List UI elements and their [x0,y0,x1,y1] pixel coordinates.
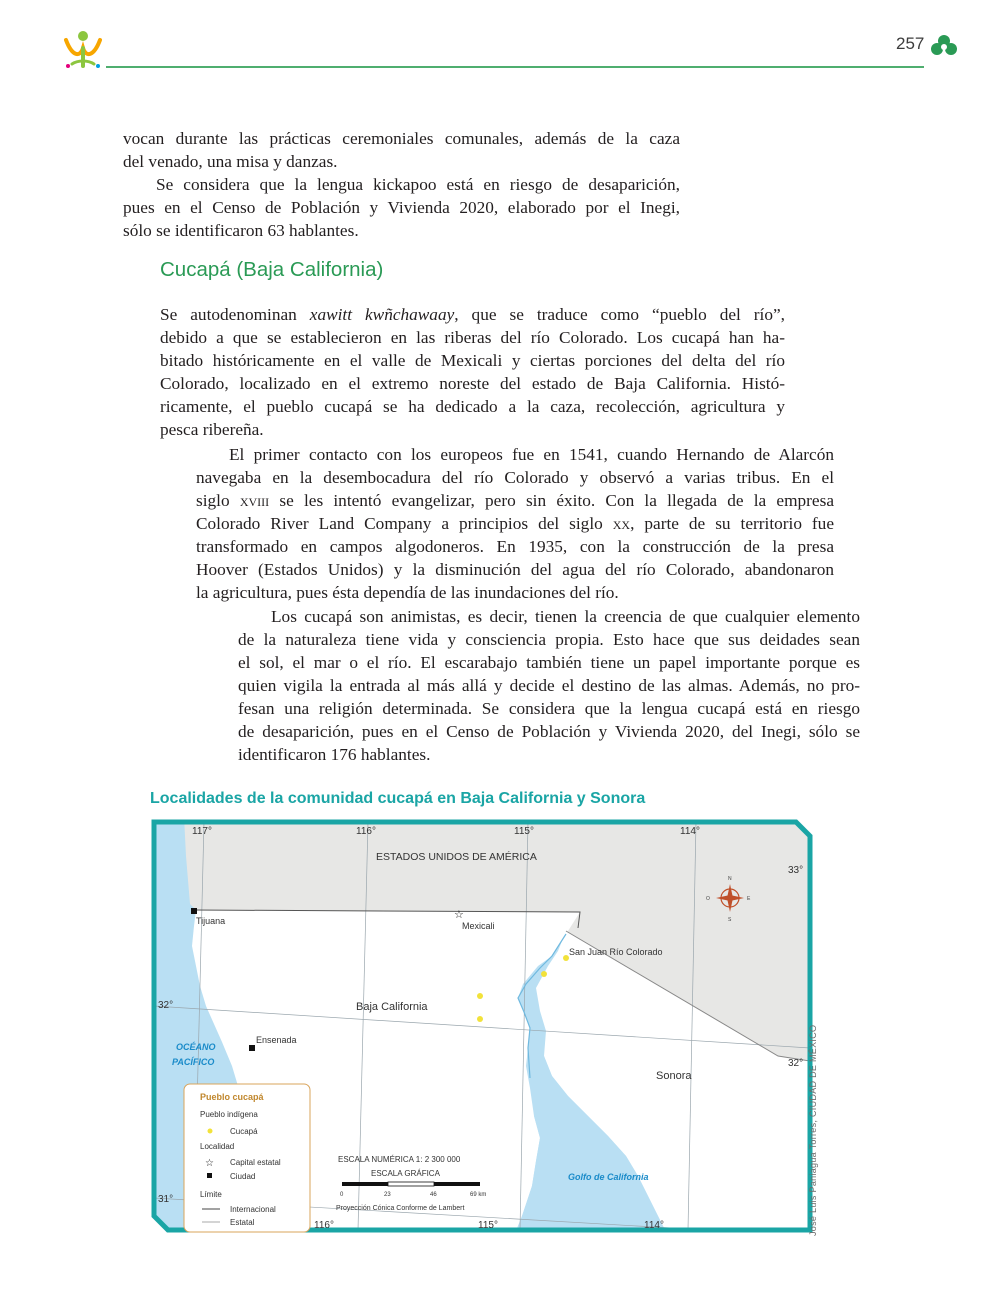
page-number: 257 [896,34,925,53]
legend-item: Capital estatal [230,1158,281,1167]
region-label-baja: Baja California [356,1001,428,1013]
cucapa-location [563,955,569,961]
legend-group: Localidad [200,1142,235,1151]
text-line: Colorado, localizado en el extremo noreste del estado de Baja California. Histó- [160,374,785,393]
text-line: el sol, el mar o el río. El escarabajo también tiene un papel importante porque es [238,653,860,672]
svg-text:N: N [728,876,732,882]
place-label-tijuana: Tijuana [196,916,226,926]
text-line: Se considera que la lengua kickapoo está en riesgo de desaparición, [156,175,680,194]
text-line: de desaparición, pues en el Censo de Población y Vivienda 2020, del Inegi, sólo se [238,722,860,741]
ocean-label: OCÉANO [176,1042,216,1052]
legend-item: Internacional [230,1205,276,1214]
text-line: identificaron 176 hablantes. [238,745,431,764]
text-line: Colorado River Land Company a principios del siglo xx, parte de su territorio fue [196,514,834,533]
text-line: del venado, una misa y danzas. [123,152,338,171]
text-line: fesan una religión determinada. Se considera que la lengua cucapá está en riesgo [238,699,860,718]
text-line: bitado históricamente en el valle de Mexicali y ciertas porciones del delta del río [160,351,785,370]
text-line: Hoover (Estados Unidos) y la disminución del agua del río Colorado, abandonaron [196,560,834,579]
svg-text:0: 0 [340,1192,344,1198]
star-icon: ☆ [454,909,464,921]
legend-item: Cucapá [230,1127,258,1136]
longitude-label: 115° [514,826,534,837]
text-line: de la naturaleza tiene vida y consciencia propia. Esto hace que sus deidades sean [238,630,860,649]
text-line: pues en el Censo de Población y Vivienda 2020, elaborado por el Inegi, [123,198,680,217]
longitude-label: 114° [644,1220,664,1231]
latitude-label: 32° [788,1058,804,1069]
paragraph-cucapa-history [196,443,834,604]
cucapa-location [477,993,483,999]
text-line: vocan durante las prácticas ceremoniales comunales, además de la caza [123,129,680,148]
longitude-label: 116° [356,826,376,837]
scale-graphic: ESCALA GRÁFICA [371,1169,440,1178]
indigenous-name: xawitt kwñchawaay [309,305,455,324]
svg-text:E: E [747,896,751,902]
longitude-label: 117° [192,826,212,837]
text-line: pesca ribereña. [160,420,264,439]
text-line: Se autodenominan xawitt kwñchawaay, que se traduce como “pueblo del río”, [160,305,785,324]
text-line: navegaba en la desembocadura del río Colorado y observó a varias tribus. En el [196,468,834,487]
text-line: la agricultura, pues ésta dependía de las inundaciones del río. [196,583,619,602]
text-line: Los cucapá son animistas, es decir, tienen la creencia de que cualquier elemento [271,607,860,626]
cucapa-map [148,816,816,1236]
header-rule [106,66,924,68]
text-line: El primer contacto con los europeos fue en 1541, cuando Hernando de Alarcón [229,445,834,464]
paragraph-kickapoo-language [123,173,680,242]
longitude-label: 115° [478,1220,498,1231]
paragraph-cucapa-beliefs [238,605,860,766]
star-icon: ☆ [205,1158,214,1169]
place-label-ensenada: Ensenada [256,1035,297,1045]
section-title: Cucapá (Baja California) [160,258,384,281]
text-line: sólo se identificaron 63 hablantes. [123,221,359,240]
city-marker [191,908,197,914]
legend-item: Ciudad [230,1172,256,1181]
longitude-label: 114° [680,826,700,837]
city-marker [249,1045,255,1051]
map-legend [184,1084,310,1232]
latitude-label: 31° [158,1194,174,1205]
cucapa-location [477,1016,483,1022]
scale-numeric: ESCALA NUMÉRICA 1: 2 300 000 [338,1155,461,1164]
legend-title: Pueblo cucapá [200,1092,264,1102]
latitude-label: 33° [788,865,804,876]
svg-text:S: S [728,917,732,923]
longitude-label: 116° [314,1220,334,1231]
clover-icon [930,34,958,60]
book-logo-icon [58,26,108,74]
paragraph-cucapa-intro [160,303,785,441]
svg-text:69 km: 69 km [470,1192,487,1198]
legend-item: Estatal [230,1218,255,1227]
map-title: Localidades de la comunidad cucapá en Baja California y Sonora [150,790,646,807]
svg-text:46: 46 [430,1192,437,1198]
region-label-sonora: Sonora [656,1070,692,1082]
cucapa-location [541,971,547,977]
place-label-san-juan: San Juan Río Colorado [569,947,663,957]
map-credit: José Luis Paniagua Torres, CIUDAD DE MÉXICO [808,1024,818,1236]
text-line: debido a que se establecieron en las riberas del río Colorado. Los cucapá han ha- [160,328,785,347]
text-line: ricamente, el pueblo cucapá se ha dedicado a la caza, recolección, agricultura y [160,397,785,416]
legend-group: Pueblo indígena [200,1110,258,1119]
latitude-label: 32° [158,1000,174,1011]
gulf-label: Golfo de California [568,1172,649,1182]
paragraph-kickapoo-ceremonies [123,127,680,173]
svg-text:O: O [706,896,710,902]
country-label: ESTADOS UNIDOS DE AMÉRICA [376,851,537,863]
legend-group: Límite [200,1190,222,1199]
text-line: quien vigila la entrada al más allá y decide el destino de las almas. Además, no pro- [238,676,860,695]
place-label-mexicali: Mexicali [462,921,495,931]
svg-text:23: 23 [384,1192,391,1198]
ocean-label: PACÍFICO [172,1057,215,1067]
scale-projection: Proyección Cónica Conforme de Lambert [336,1205,465,1212]
text-line: siglo xviii se les intentó evangelizar, pero sin éxito. Con la llegada de la empresa [196,491,834,510]
text-line: transformado en campos algodoneros. En 1935, con la construcción de la presa [196,537,834,556]
